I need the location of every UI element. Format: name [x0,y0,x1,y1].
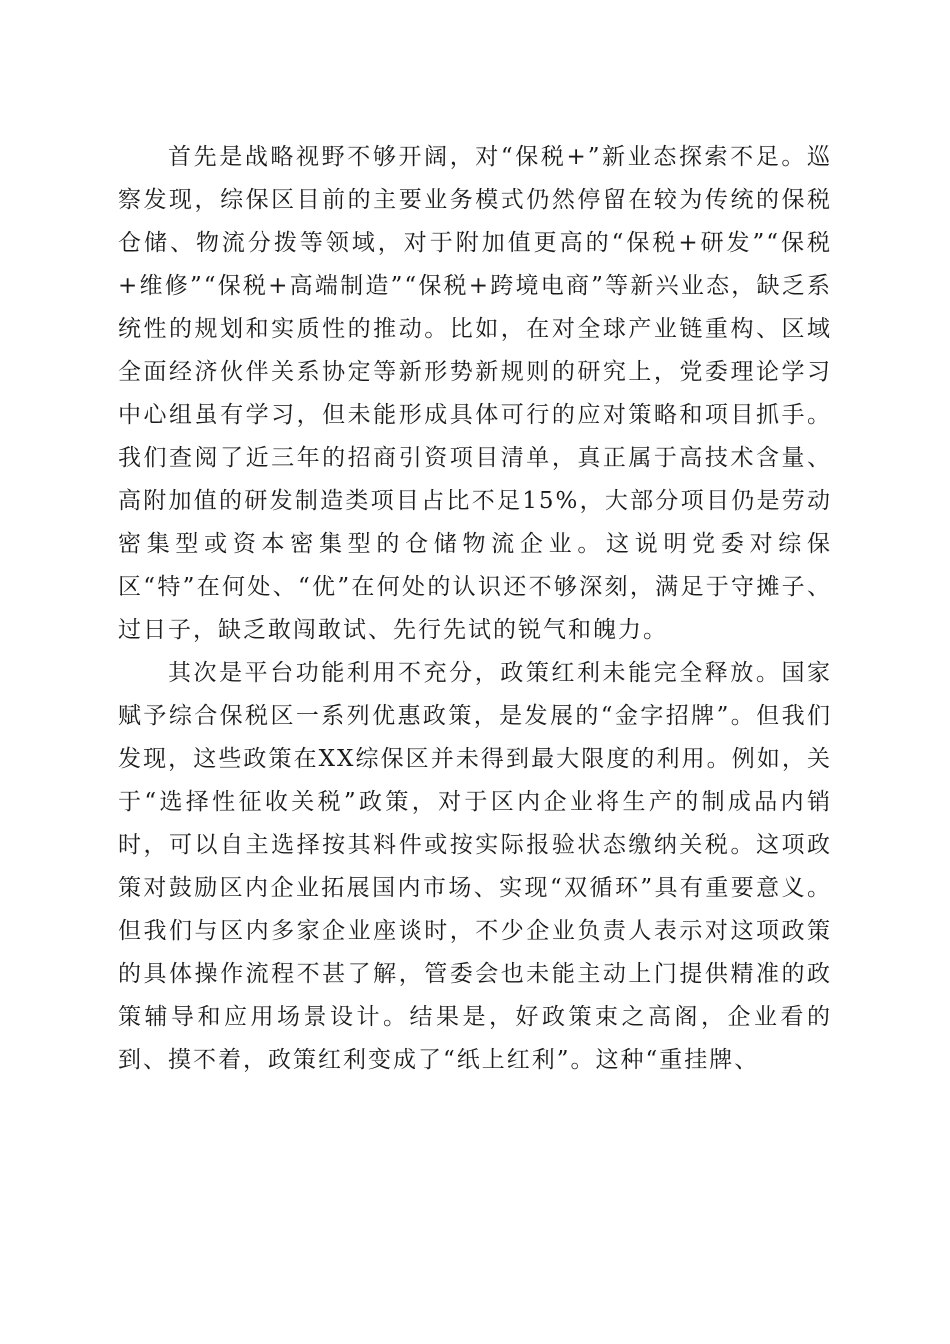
paragraph-strategic-vision: 首先是战略视野不够开阔，对“保税+”新业态探索不足。巡察发现，综保区目前的主要业务模式仍然停留在较为传统的保税仓储、物流分拨等领域，对于附加值更高的“保税+研发”“保税+维修”“保税+高端制造”“保税+跨境电商”等新兴业态，缺乏系统性的规划和实质性的推动。比如，在对全球产业链重构、区域全面经济伙伴关系协定等新形势新规则的研究上，党委理论学习中心组虽有学习，但未能形成具体可行的应对策略和项目抓手。我们查阅了近三年的招商引资项目清单，真正属于高技术含量、高附加值的研发制造类项目占比不足15%，大部分项目仍是劳动密集型或资本密集型的仓储物流企业。这说明党委对综保区“特”在何处、“优”在何处的认识还不够深刻，满足于守摊子、过日子，缺乏敢闯敢试、先行先试的锐气和魄力。 [118,144,832,643]
paragraph-platform-functions: 其次是平台功能利用不充分，政策红利未能完全释放。国家赋予综合保税区一系列优惠政策，是发展的“金字招牌”。但我们发现，这些政策在XX综保区并未得到最大限度的利用。例如，关于“选择性征收关税”政策，对于区内企业将生产的制成品内销时，可以自主选择按其料件或按实际报验状态缴纳关税。这项政策对鼓励区内企业拓展国内市场、实现“双循环”具有重要意义。但我们与区内多家企业座谈时，不少企业负责人表示对这项政策的具体操作流程不甚了解，管委会也未能主动上门提供精准的政策辅导和应用场景设计。结果是，好政策束之高阁，企业看的到、摸不着，政策红利变成了“纸上红利”。这种“重挂牌、 [118,660,832,1073]
document-body [118,136,832,1082]
